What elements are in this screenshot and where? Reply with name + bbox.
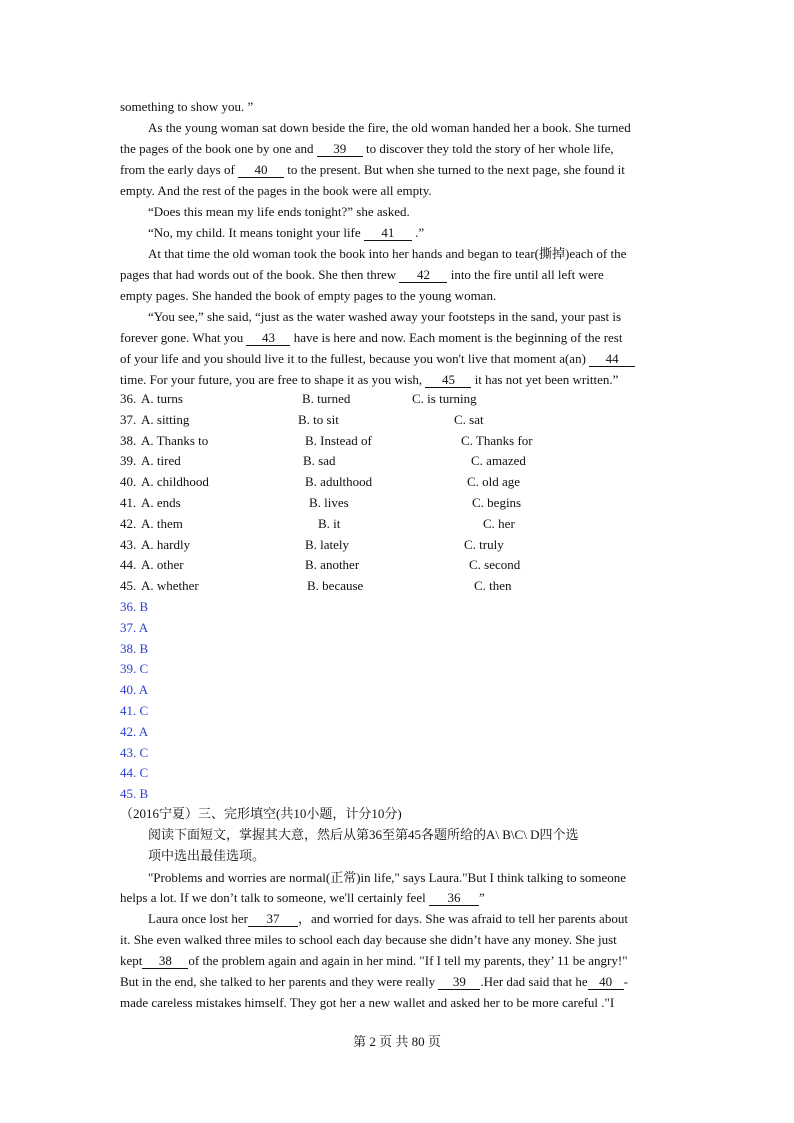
blank-number: 43: [246, 331, 290, 346]
text-segment: have is here and now. Each moment is the beginning of the rest: [290, 330, 623, 345]
text-segment: made careless mistakes himself. They got her a new wallet and asked her to be more careful ."I: [120, 995, 615, 1010]
text-segment: -: [623, 974, 628, 989]
option-c: C. is turning: [412, 391, 477, 406]
text-line: [120, 372, 618, 388]
text-segment: into the fire until all left were: [447, 267, 604, 282]
blank-number: 38: [142, 954, 188, 969]
option-b: B. lives: [309, 495, 349, 510]
text-line: [120, 890, 485, 906]
text-segment: “No, my child. It means tonight your life: [148, 225, 364, 240]
text-segment: time. For your future, you are free to shape it as you wish,: [120, 372, 426, 387]
text-line: [148, 911, 628, 927]
instruction-line-1: 阅读下面短文，掌握其大意，然后从第36至第45各题所给的A\ B\C\ D四个选: [148, 827, 579, 842]
text-line: [148, 246, 626, 262]
text-line: [148, 225, 424, 241]
option-b: B. Instead of: [305, 432, 372, 448]
question-number: 36.: [120, 391, 137, 406]
blank-number: 40: [238, 163, 284, 178]
question-number: 40.: [120, 474, 137, 490]
text-segment: ”: [478, 890, 485, 905]
text-line: [120, 288, 496, 304]
blank-number: 40: [588, 975, 624, 990]
text-line: [120, 351, 635, 367]
answer-key: 36. B: [120, 599, 149, 614]
option-a: A. Thanks to: [141, 432, 209, 448]
option-a: A. hardly: [141, 536, 191, 552]
blank-number: 45: [425, 373, 471, 388]
option-a: A. whether: [141, 578, 199, 594]
text-segment: empty. And the rest of the pages in the book were all empty.: [120, 183, 432, 198]
question-number: 38.: [120, 432, 137, 448]
option-c: C. truly: [464, 536, 504, 552]
text-segment: kept: [120, 953, 143, 968]
text-line: [120, 995, 614, 1011]
text-segment: it. She even walked three miles to school each day because she didn’t have any money. She just: [120, 932, 617, 947]
question-number: 41.: [120, 495, 137, 510]
text-segment: it has not yet been written.”: [471, 372, 619, 387]
section-heading: （2016宁夏）三、完形填空(共10小题，计分10分): [120, 806, 402, 821]
text-segment: from the early days of: [120, 162, 239, 177]
text-segment: “Does this mean my life ends tonight?” she asked.: [148, 204, 410, 219]
text-segment: .”: [411, 225, 425, 240]
page-footer: 第 2 页 共 80 页: [353, 1034, 441, 1049]
text-line: [120, 99, 253, 115]
text-segment: "Problems and worries are normal(正常)in life," says Laura."But I think talking to someone: [148, 870, 627, 885]
text-segment: to discover they told the story of her whole life,: [362, 141, 614, 156]
text-line: [148, 120, 631, 136]
option-c: C. amazed: [471, 453, 526, 469]
option-c: C. second: [469, 557, 521, 573]
option-c: C. Thanks for: [461, 432, 533, 448]
option-a: A. other: [141, 557, 184, 573]
option-b: B. sad: [303, 453, 336, 469]
option-a: A. them: [141, 515, 183, 531]
option-a: A. ends: [141, 495, 181, 510]
text-segment: As the young woman sat down beside the fire, the old woman handed her a book. She turned: [148, 120, 631, 135]
option-a: A. childhood: [141, 474, 209, 490]
answer-key: 43. C: [120, 744, 149, 760]
question-number: 39.: [120, 453, 137, 469]
blank-number: 41: [364, 226, 412, 241]
question-number: 43.: [120, 536, 137, 552]
text-segment: of your life and you should live it to the fullest, because you won't live that moment a(an): [120, 351, 590, 366]
option-b: B. it: [318, 515, 341, 531]
blank-number: 37: [248, 912, 298, 927]
text-segment: something to show you. ”: [120, 99, 254, 114]
text-segment: the pages of the book one by one and: [120, 141, 317, 156]
option-b: B. another: [305, 557, 360, 573]
option-a: A. sitting: [141, 411, 190, 427]
text-segment: forever gone. What you: [120, 330, 247, 345]
text-line: [120, 183, 432, 199]
option-c: C. old age: [467, 474, 521, 490]
text-line: [120, 267, 604, 283]
text-line: [120, 330, 622, 346]
blank-number: 36: [429, 891, 479, 906]
text-line: [120, 932, 617, 948]
answer-key: 39. C: [120, 661, 149, 677]
text-line: [148, 309, 621, 325]
answer-key: 42. A: [120, 723, 149, 739]
text-segment: At that time the old woman took the book into her hands and began to tear(撕掉)each of the: [148, 246, 627, 261]
instruction-line-2: 项中选出最佳选项。: [148, 848, 266, 863]
text-line: [120, 953, 628, 969]
answer-key: 41. C: [120, 703, 149, 718]
question-number: 45.: [120, 578, 137, 594]
text-segment: But in the end, she talked to her parents and they were really: [120, 974, 439, 989]
text-line: [120, 974, 628, 990]
option-b: B. adulthood: [305, 474, 373, 490]
blank-number: 44: [589, 352, 635, 367]
text-segment: to the present. But when she turned to the next page, she found it: [284, 162, 625, 177]
text-segment: of the problem again and again in her mind. "If I tell my parents, they’ 11 be angry!": [188, 953, 628, 968]
answer-key: 45. B: [120, 786, 149, 802]
question-number: 44.: [120, 557, 137, 573]
answer-key: 40. A: [120, 682, 149, 698]
text-line: [120, 141, 614, 157]
text-segment: .Her dad said that he: [480, 974, 588, 989]
blank-number: 39: [317, 142, 363, 157]
option-b: B. turned: [302, 391, 351, 406]
option-c: C. sat: [454, 411, 484, 427]
option-c: C. begins: [472, 495, 522, 510]
blank-number: 42: [399, 268, 447, 283]
option-c: C. her: [483, 515, 515, 531]
option-b: B. to sit: [298, 411, 339, 427]
blank-number: 39: [438, 975, 480, 990]
option-a: A. tired: [141, 453, 181, 469]
text-segment: pages that had words out of the book. She then threw: [120, 267, 400, 282]
answer-key: 37. A: [120, 619, 149, 635]
text-segment: ，and worried for days. She was afraid to tell her parents about: [297, 911, 628, 926]
answer-key: 38. B: [120, 640, 149, 656]
text-segment: empty pages. She handed the book of empty pages to the young woman.: [120, 288, 497, 303]
option-b: B. because: [307, 578, 364, 594]
question-number: 42.: [120, 515, 137, 531]
option-b: B. lately: [305, 536, 350, 552]
text-line: [148, 204, 410, 220]
text-segment: helps a lot. If we don’t talk to someone, we'll certainly feel: [120, 890, 429, 905]
question-number: 37.: [120, 411, 137, 427]
option-c: C. then: [474, 578, 512, 594]
text-segment: Laura once lost her: [148, 911, 248, 926]
text-line: [148, 870, 626, 886]
option-a: A. turns: [141, 391, 183, 406]
text-line: [120, 162, 625, 178]
answer-key: 44. C: [120, 765, 149, 781]
text-segment: “You see,” she said, “just as the water washed away your footsteps in the sand, your past is: [148, 309, 622, 324]
